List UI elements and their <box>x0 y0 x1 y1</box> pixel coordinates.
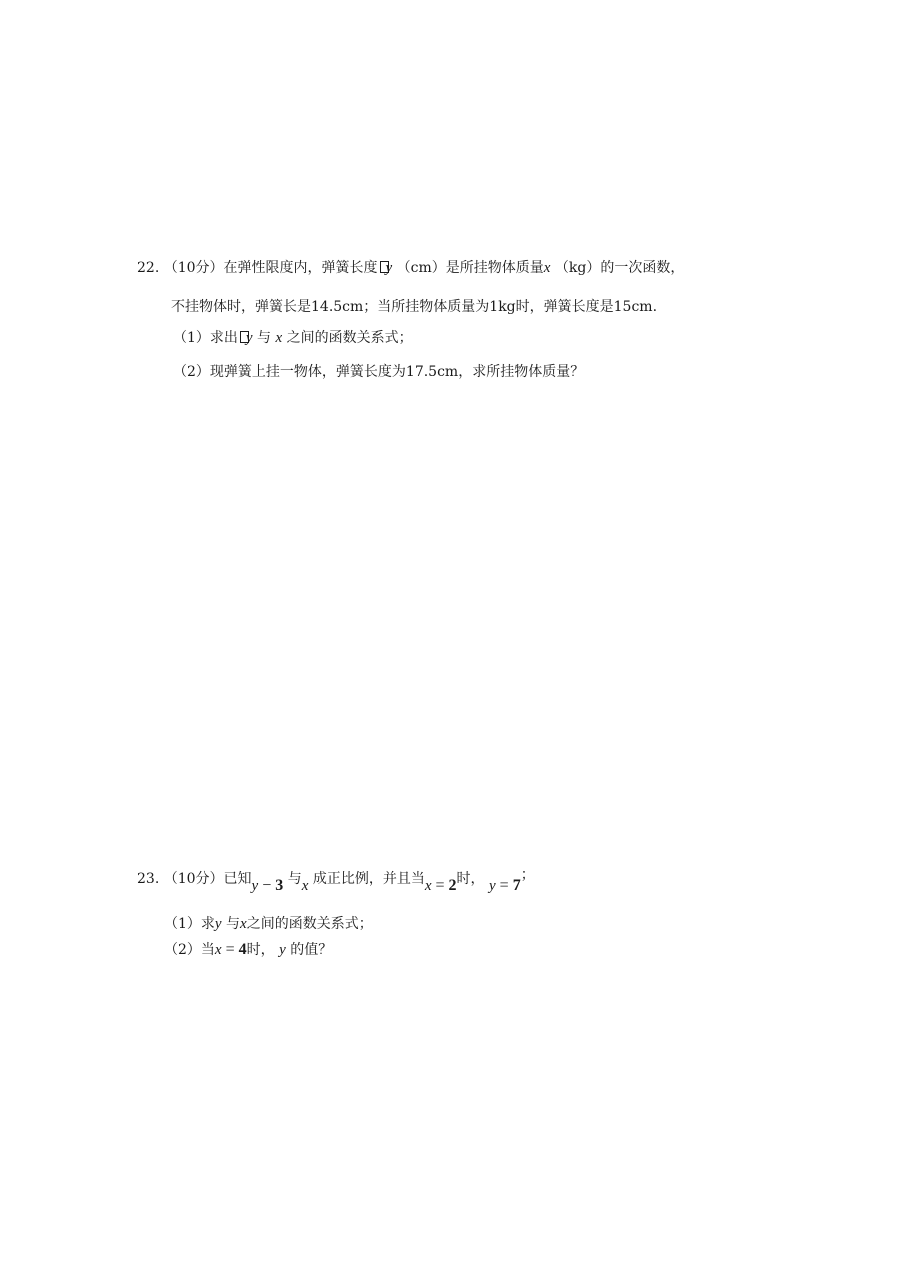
q22-line1 <box>137 258 684 278</box>
q22-text-b: （cm）是所挂物体质量 <box>396 260 544 276</box>
q22-line2 <box>171 297 657 317</box>
q22-points: （10分） <box>163 260 224 276</box>
q23-part1-c: 之间的函数关系式； <box>246 916 373 932</box>
q23-part1-b: 与 <box>226 916 241 932</box>
q23-part2-b: 时， <box>246 942 275 958</box>
q23-condition: x = 2 <box>424 877 457 894</box>
q22-var-x: x <box>543 260 551 276</box>
q23-text-d: 时， <box>456 871 485 887</box>
q23-part1-y: y <box>214 916 222 932</box>
q23-result: y = 7 <box>488 877 521 894</box>
q22-condition-text: 不挂物体时，弹簧长是14.5cm；当所挂物体质量为1kg时，弹簧长度是15cm. <box>171 299 658 315</box>
q23-part2 <box>164 940 332 960</box>
q22-var-y: y <box>385 260 393 276</box>
q23-part2-condition: x = 4 <box>214 941 247 958</box>
q23-text-a: 已知 <box>223 871 252 887</box>
q22-text-c: （kg）的一次函数， <box>554 260 685 276</box>
q23-part2-c: 的值？ <box>290 942 333 958</box>
q23-text-c: 成正比例，并且当 <box>312 871 425 887</box>
q22-part1-b: 与 <box>257 330 272 346</box>
q23-text-e: ； <box>520 867 535 883</box>
q23-expression: y − 3 <box>251 877 284 894</box>
q22-text-a: 在弹性限度内，弹簧长度 <box>223 260 378 276</box>
q23-var-x: x <box>301 878 309 894</box>
q23-number: 23. <box>137 871 160 887</box>
q23-part1-x: x <box>240 916 247 932</box>
q22-part2 <box>173 362 584 382</box>
q23-part1 <box>164 914 373 934</box>
q23-text-b: 与 <box>287 871 302 887</box>
q22-part1-a: （1）求出 <box>173 330 238 346</box>
q22-part1-y: y <box>245 330 253 346</box>
q23-part1-a: （1）求 <box>164 916 215 932</box>
q22-part1-x: x <box>275 330 283 346</box>
q22-number: 22. <box>137 260 160 276</box>
q23-part2-a: （2）当 <box>164 942 215 958</box>
q22-part1-c: 之间的函数关系式； <box>286 330 413 346</box>
q23-line1 <box>137 867 535 894</box>
q22-part2-text: （2）现弹簧上挂一物体，弹簧长度为17.5cm，求所挂物体质量？ <box>173 364 585 380</box>
q23-points: （10分） <box>163 871 224 887</box>
q23-part2-y: y <box>279 942 286 958</box>
q22-part1 <box>173 328 413 348</box>
